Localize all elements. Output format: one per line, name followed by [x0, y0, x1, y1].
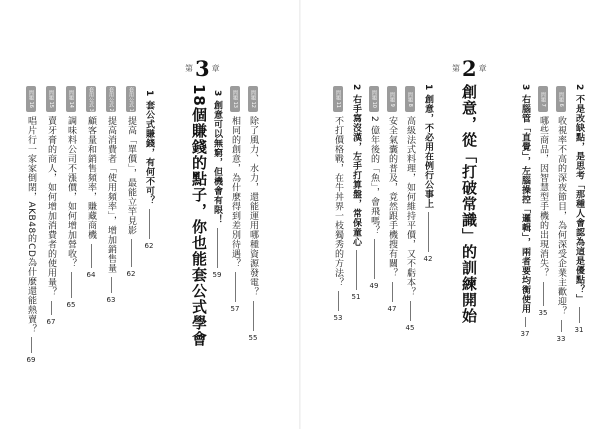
entry-text: 安全氣囊的普及，竟然跟手機搜有關？: [387, 116, 397, 278]
toc-entry[interactable]: [535, 0, 551, 429]
right-chapter-title: 創意，從「打破常識」的訓練開始: [460, 84, 478, 324]
entry-text: 2 不是改缺點，是思考「那種人會認為這是優點？」: [574, 84, 584, 304]
leader-line: [543, 282, 544, 306]
entry-text: 高級法式料理，如何維持平價，又不虧本？: [405, 116, 415, 297]
entry-badge: 問題 14: [66, 86, 76, 112]
entry-text: 調味料公司不漲價，如何增加營收？: [66, 116, 76, 268]
toc-entry[interactable]: [348, 0, 364, 429]
entry-text: 1 套公式賺錢，有何不可？: [144, 90, 154, 205]
leader-line: [71, 272, 72, 298]
left-chapter-title: 18個賺錢的點子，你也能套公式學會: [190, 84, 208, 347]
entry-badge: 套用公式 1: [128, 86, 134, 112]
leader-line: [579, 307, 580, 323]
entry-page-number: 69: [26, 356, 36, 365]
page-gutter: [299, 0, 301, 429]
left-chapter-prefix: 第: [185, 64, 193, 73]
entry-badge: 問題 15: [46, 86, 56, 112]
leader-line: [217, 228, 218, 268]
entry-badge: 套用公式 3: [88, 86, 94, 112]
entry-page-number: 37: [520, 330, 530, 339]
right-chapter-prefix: 第: [452, 64, 460, 73]
entry-badge: 問題 6: [556, 86, 566, 112]
toc-entry[interactable]: [63, 0, 79, 429]
leader-line: [111, 277, 112, 293]
left-chapter-suffix: 章: [211, 64, 220, 73]
entry-text: 唱片行一家家倒閉，AKB48的CD為什麼還能熱賣？: [26, 116, 36, 334]
leader-line: [31, 337, 32, 353]
entry-page-number: 31: [574, 326, 584, 335]
leader-line: [131, 239, 132, 267]
entry-page-number: 67: [46, 317, 56, 326]
entry-text: 不打價格戰，在牛丼界一枝獨秀的方法？: [333, 116, 343, 287]
entry-text: 提高「單價」，最能立竿見影: [126, 116, 136, 235]
entry-text: 2 億年後的「魚」，會飛嗎？: [369, 116, 379, 236]
toc-entry[interactable]: [103, 0, 119, 429]
leader-line: [338, 291, 339, 311]
toc-entry[interactable]: [83, 0, 99, 429]
entry-page-number: 35: [538, 308, 548, 317]
entry-text: 1 創意，不必用在例行公事上: [423, 84, 433, 209]
leader-line: [51, 301, 52, 315]
entry-page-number: 33: [556, 334, 566, 343]
entry-text: 提高消費者「使用頻率」，增加銷售量: [106, 116, 116, 273]
entry-badge: 問題 11: [333, 86, 343, 112]
toc-entry[interactable]: [141, 0, 157, 429]
entry-badge: 問題 10: [369, 86, 379, 112]
leader-line: [356, 250, 357, 290]
entry-page-number: 65: [66, 301, 76, 309]
toc-entry[interactable]: [23, 0, 39, 429]
entry-text: 收視率不高的深夜節目，為何深受企業主歡迎？: [556, 116, 566, 316]
entry-text: 3 右腦管「直覺」，左腦操控「邏輯」，兩者要均衡使用: [520, 84, 530, 314]
entry-text: 相同的創意，為什麼得到差別待遇？: [230, 116, 240, 268]
toc-entry[interactable]: [209, 0, 225, 429]
entry-page-number: 62: [126, 270, 136, 278]
entry-page-number: 51: [351, 293, 361, 302]
leader-line: [392, 282, 393, 302]
toc-entry[interactable]: [123, 0, 139, 429]
entry-page-number: 53: [333, 314, 343, 322]
entry-text: 賣牙膏的商人，如何增加消費者的使用量？: [46, 116, 56, 297]
leader-line: [410, 301, 411, 321]
entry-page-number: 64: [86, 270, 96, 279]
entry-page-number: 63: [106, 296, 116, 304]
entry-page-number: 49: [369, 282, 379, 291]
entry-page-number: 47: [387, 304, 397, 313]
entry-badge: 問題 8: [405, 86, 415, 112]
entry-page-number: 57: [230, 305, 240, 313]
toc-entry[interactable]: [227, 0, 243, 429]
entry-badge: 問題 9: [387, 86, 397, 112]
entry-badge: 問題 16: [26, 86, 36, 112]
entry-page-number: 62: [144, 241, 154, 250]
leader-line: [149, 209, 150, 239]
toc-entry[interactable]: [553, 0, 569, 429]
entry-text: 哪些商品，因智慧型手機的出現消失？: [538, 116, 548, 278]
toc-entry[interactable]: [330, 0, 346, 429]
right-chapter-number: 2: [462, 56, 477, 81]
entry-text: 2 右手寫沒漢，左手打算盤，常保童心: [351, 84, 361, 247]
entry-badge: 問題 12: [248, 86, 258, 112]
entry-badge: 問題 13: [230, 86, 240, 112]
leader-line: [561, 320, 562, 332]
right-chapter-header: [452, 58, 487, 79]
left-chapter-number: 3: [195, 56, 210, 81]
entry-page-number: 45: [405, 323, 415, 332]
toc-entry[interactable]: [420, 0, 436, 429]
leader-line: [374, 239, 375, 279]
leader-line: [525, 317, 526, 327]
entry-text: 除了風力、水力，還能運用哪種資源發電？: [248, 116, 258, 297]
entry-page-number: 59: [212, 270, 222, 279]
leader-line: [91, 244, 92, 268]
entry-badge: 套用公式 2: [108, 86, 114, 112]
toc-entry[interactable]: [366, 0, 382, 429]
toc-entry[interactable]: [43, 0, 59, 429]
entry-badge: 問題 7: [538, 86, 548, 112]
entry-page-number: 55: [248, 333, 258, 342]
toc-entry[interactable]: [571, 0, 587, 429]
entry-text: 3 創意可以無窮，但機會有限！: [212, 90, 222, 224]
right-chapter-suffix: 章: [478, 64, 487, 73]
toc-entry[interactable]: [384, 0, 400, 429]
toc-entry[interactable]: [245, 0, 261, 429]
leader-line: [235, 272, 236, 302]
entry-page-number: 42: [423, 255, 433, 264]
toc-entry[interactable]: [517, 0, 533, 429]
leader-line: [253, 301, 254, 331]
toc-entry[interactable]: [402, 0, 418, 429]
entry-text: 顧客量和銷售頻率，賺藏商機: [86, 116, 96, 240]
leader-line: [428, 212, 429, 252]
